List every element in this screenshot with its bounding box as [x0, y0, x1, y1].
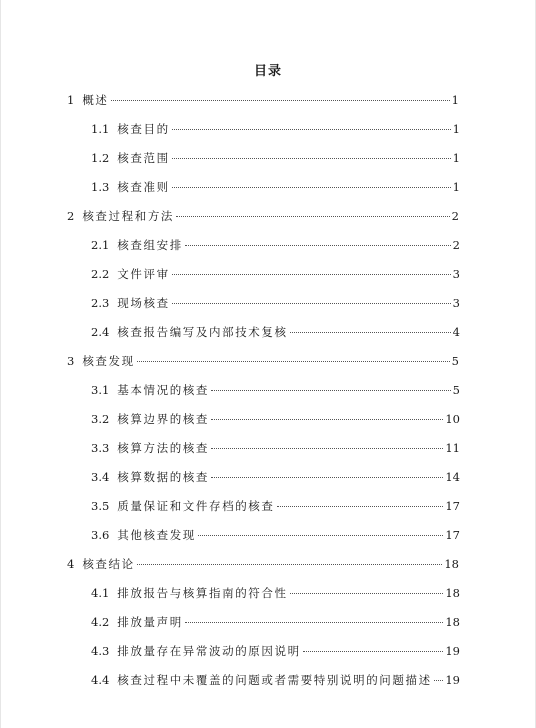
entry-page-number: 3 [452, 295, 460, 310]
toc-entry [1, 143, 535, 172]
entry-page-number: 3 [452, 266, 460, 281]
entry-number: 2.2 [91, 266, 110, 281]
entry-page-number: 5 [452, 382, 460, 397]
entry-number: 3.5 [91, 499, 110, 514]
entry-page-number: 18 [444, 557, 459, 572]
entry-number: 2 [67, 208, 75, 223]
dot-leader [211, 477, 443, 478]
entry-number: 1.2 [91, 150, 110, 165]
entry-label: 基本情况的核查 [117, 382, 209, 397]
entry-label: 排放量存在异常波动的原因说明 [117, 644, 301, 659]
toc-entry [1, 114, 535, 143]
toc-entry [1, 550, 535, 579]
entry-label: 排放报告与核算指南的符合性 [117, 586, 288, 601]
dot-leader [198, 535, 443, 536]
entry-label: 其他核查发现 [117, 528, 196, 543]
entry-label: 概述 [82, 92, 109, 107]
entry-label: 核查组安排 [117, 237, 183, 252]
entry-label: 文件评审 [117, 266, 170, 281]
toc-entry [1, 492, 535, 521]
entry-page-number: 2 [452, 237, 460, 252]
dot-leader [211, 419, 443, 420]
entry-number: 1.1 [91, 121, 110, 136]
entry-number: 1 [67, 92, 75, 107]
entry-page-number: 1 [452, 179, 460, 194]
dot-leader [111, 100, 450, 101]
entry-label: 现场核查 [117, 295, 170, 310]
toc-entry [1, 637, 535, 666]
toc-entry [1, 346, 535, 375]
entry-number: 2.1 [91, 237, 110, 252]
entry-number: 4.1 [91, 586, 110, 601]
entry-page-number: 14 [445, 470, 460, 485]
dot-leader [290, 332, 451, 333]
dot-leader [176, 216, 450, 217]
entry-page-number: 19 [445, 644, 460, 659]
dot-leader [172, 303, 451, 304]
entry-label: 排放量声明 [117, 615, 183, 630]
entry-label: 核查报告编写及内部技术复核 [117, 324, 288, 339]
toc-entry [1, 201, 535, 230]
entry-number: 4.2 [91, 615, 110, 630]
toc-entry [1, 172, 535, 201]
toc-entry [1, 259, 535, 288]
entry-page-number: 18 [445, 615, 460, 630]
entry-label: 核查目的 [117, 121, 170, 136]
dot-leader [211, 390, 451, 391]
toc-entry [1, 521, 535, 550]
toc-entry [1, 463, 535, 492]
entry-label: 质量保证和文件存档的核查 [117, 499, 275, 514]
entry-number: 2.4 [91, 324, 110, 339]
dot-leader [172, 187, 451, 188]
entry-label: 核查发现 [82, 353, 135, 368]
dot-leader [137, 361, 450, 362]
entry-number: 4.3 [91, 644, 110, 659]
dot-leader [185, 245, 451, 246]
entry-label: 核算数据的核查 [117, 470, 209, 485]
entry-label: 核查结论 [82, 557, 135, 572]
toc-entry [1, 375, 535, 404]
dot-leader [172, 158, 451, 159]
entry-label: 核查准则 [117, 179, 170, 194]
entry-number: 2.3 [91, 295, 110, 310]
toc-entry [1, 288, 535, 317]
entry-label: 核查范围 [117, 150, 170, 165]
toc-entry [1, 579, 535, 608]
dot-leader [290, 593, 444, 594]
entry-page-number: 5 [451, 353, 459, 368]
dot-leader [137, 564, 443, 565]
entry-number: 3.3 [91, 441, 110, 456]
entry-number: 3 [67, 353, 75, 368]
dot-leader [277, 506, 444, 507]
toc-entry [1, 608, 535, 637]
entry-page-number: 4 [452, 324, 460, 339]
entry-label: 核算方法的核查 [117, 441, 209, 456]
entry-label: 核查过程中未覆盖的问题或者需要特别说明的问题描述 [117, 673, 432, 688]
entry-page-number: 2 [451, 208, 459, 223]
toc-title: 目录 [253, 64, 282, 79]
entry-number: 4.4 [91, 673, 110, 688]
toc-list [1, 85, 535, 695]
entry-page-number: 1 [452, 121, 460, 136]
entry-page-number: 11 [445, 441, 460, 456]
entry-number: 3.4 [91, 470, 110, 485]
toc-entry [1, 85, 535, 114]
dot-leader [211, 448, 443, 449]
entry-number: 1.3 [91, 179, 110, 194]
toc-entry [1, 230, 535, 259]
dot-leader [303, 651, 444, 652]
entry-page-number: 18 [445, 586, 460, 601]
toc-entry [1, 666, 535, 695]
toc-entry [1, 434, 535, 463]
entry-label: 核算边界的核查 [117, 412, 209, 427]
dot-leader [185, 622, 444, 623]
entry-number: 3.2 [91, 412, 110, 427]
entry-page-number: 10 [445, 412, 460, 427]
toc-entry [1, 405, 535, 434]
entry-page-number: 19 [445, 673, 460, 688]
entry-number: 3.6 [91, 528, 110, 543]
entry-page-number: 17 [445, 528, 460, 543]
entry-label: 核查过程和方法 [82, 208, 175, 223]
entry-page-number: 17 [445, 499, 460, 514]
dot-leader [434, 680, 444, 681]
dot-leader [172, 129, 451, 130]
entry-page-number: 1 [451, 92, 459, 107]
entry-number: 3.1 [91, 382, 110, 397]
entry-number: 4 [67, 557, 75, 572]
entry-page-number: 1 [452, 150, 460, 165]
dot-leader [172, 274, 451, 275]
toc-entry [1, 317, 535, 346]
